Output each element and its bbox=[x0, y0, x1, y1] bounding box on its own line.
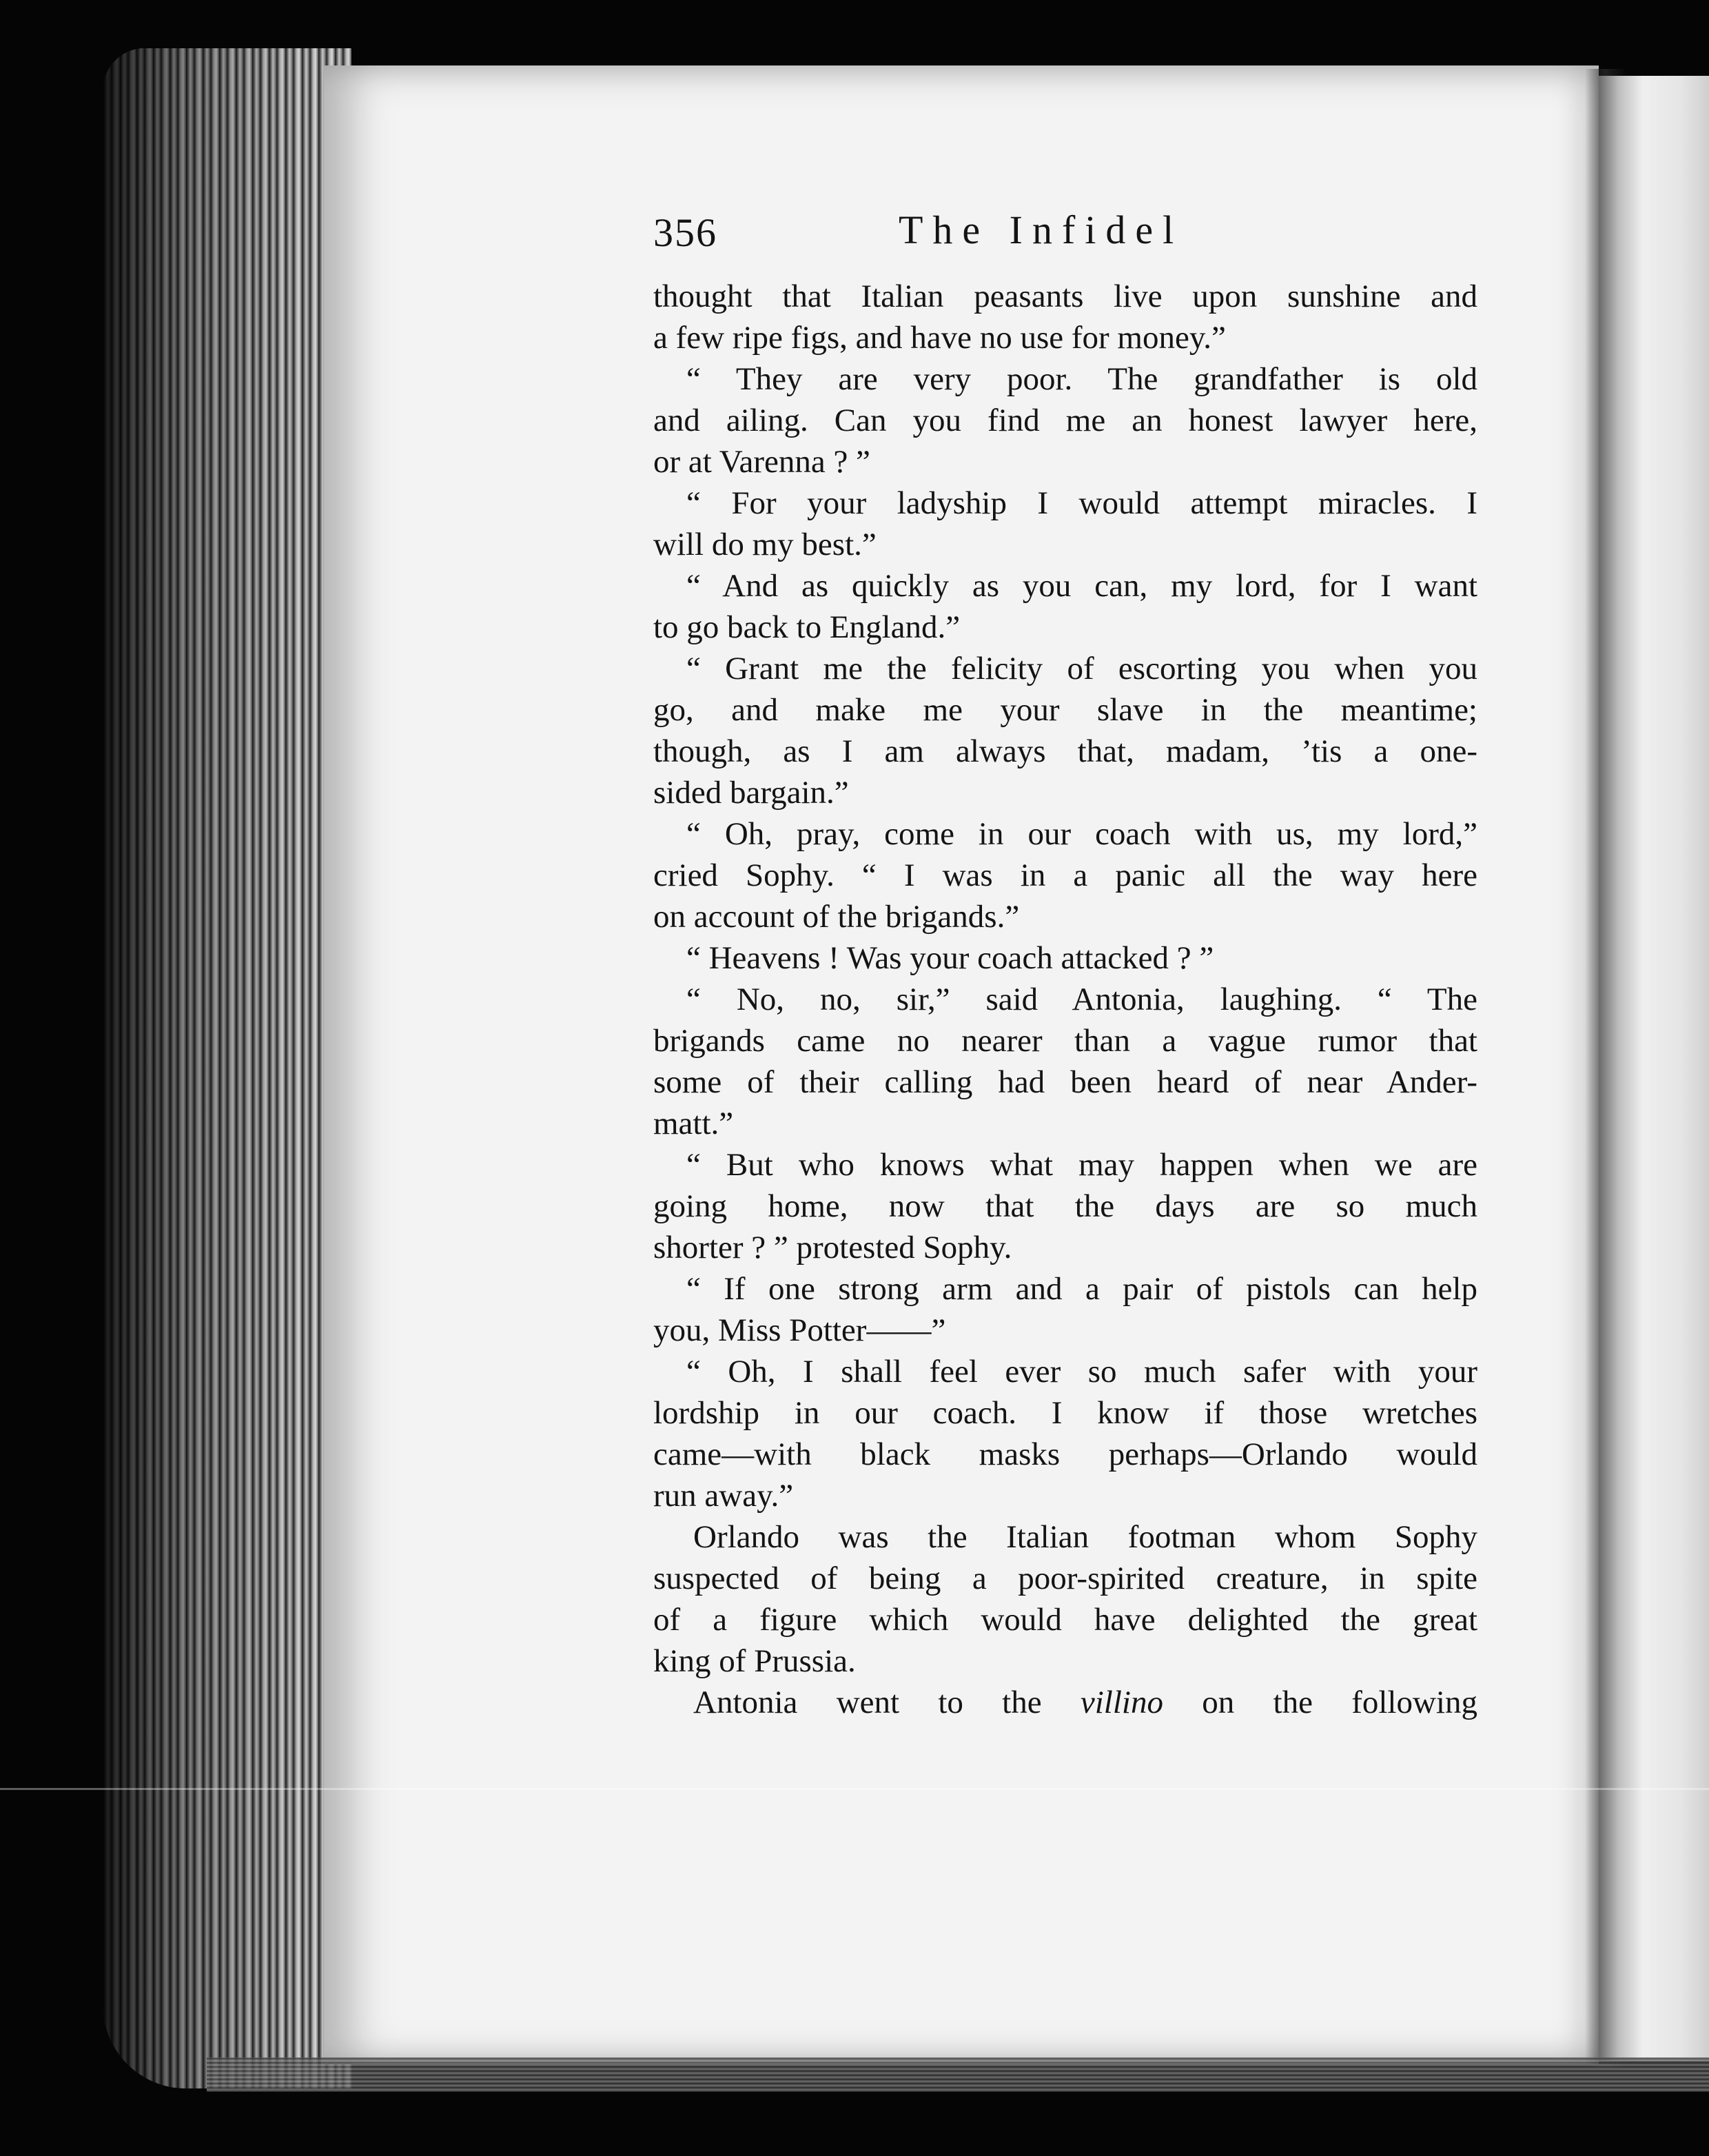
text-line: or at Varenna ? ” bbox=[653, 444, 870, 480]
text-line: matt.” bbox=[653, 1106, 734, 1141]
text-line: “ For your ladyship I would attempt miracles. I bbox=[686, 485, 1477, 521]
text-line: run away.” bbox=[653, 1478, 794, 1514]
book-bottom-edge bbox=[207, 2057, 1709, 2092]
final-line-before: Antonia went to the bbox=[693, 1685, 1081, 1720]
page-number: 356 bbox=[653, 210, 717, 255]
text-line: thought that Italian peasants live upon sunshine and bbox=[653, 278, 1477, 314]
text-line: you, Miss Potter——” bbox=[653, 1312, 946, 1348]
text-line: came—with black masks perhaps—Orlando would bbox=[653, 1436, 1477, 1472]
text-line: “ Oh, pray, come in our coach with us, my lord,” bbox=[686, 816, 1477, 852]
text-line: on account of the brigands.” bbox=[653, 899, 1020, 935]
text-line: to go back to England.” bbox=[653, 609, 961, 645]
running-title: The Infidel bbox=[899, 207, 1184, 252]
running-head bbox=[653, 200, 1477, 276]
text-line: “ But who knows what may happen when we are bbox=[686, 1147, 1477, 1183]
text-line: “ And as quickly as you can, my lord, for I want bbox=[686, 568, 1477, 604]
text-line: some of their calling had been heard of near Ander- bbox=[653, 1064, 1477, 1100]
text-line: “ They are very poor. The grandfather is old bbox=[686, 361, 1477, 397]
text-line: “ Heavens ! Was your coach attacked ? ” bbox=[686, 940, 1214, 976]
text-line: lordship in our coach. I know if those wretches bbox=[653, 1395, 1477, 1431]
page-text-block bbox=[653, 200, 1477, 1723]
text-line: “ Oh, I shall feel ever so much safer with your bbox=[686, 1354, 1477, 1390]
text-line: though, as I am always that, madam, ’tis a one- bbox=[653, 733, 1477, 769]
text-line: go, and make me your slave in the meantime; bbox=[653, 692, 1477, 728]
text-line: king of Prussia. bbox=[653, 1643, 856, 1679]
text-line: will do my best.” bbox=[653, 527, 877, 562]
text-line: of a figure which would have delighted the great bbox=[653, 1602, 1477, 1638]
text-line: Orlando was the Italian footman whom Sophy bbox=[693, 1519, 1477, 1555]
text-line: “ No, no, sir,” said Antonia, laughing. “ The bbox=[686, 982, 1477, 1017]
text-line-final bbox=[653, 1682, 1477, 1723]
page-edges-shadow bbox=[103, 48, 351, 2088]
text-line: a few ripe figs, and have no use for money.” bbox=[653, 320, 1226, 356]
text-line: sided bargain.” bbox=[653, 775, 849, 811]
scan-artifact-line bbox=[0, 1788, 1709, 1790]
text-line: brigands came no nearer than a vague rumor that bbox=[653, 1023, 1477, 1059]
body-text bbox=[653, 276, 1477, 1682]
text-line: “ If one strong arm and a pair of pistols can help bbox=[686, 1271, 1477, 1307]
final-line-after: on the following bbox=[1163, 1685, 1477, 1720]
text-line: and ailing. Can you find me an honest lawyer here, bbox=[653, 403, 1477, 438]
text-line: shorter ? ” protested Sophy. bbox=[653, 1230, 1012, 1265]
final-line-italic: villino bbox=[1080, 1685, 1163, 1720]
text-line: cried Sophy. “ I was in a panic all the way here bbox=[653, 857, 1477, 893]
text-line: going home, now that the days are so much bbox=[653, 1188, 1477, 1224]
text-line: suspected of being a poor-spirited creature, in spite bbox=[653, 1560, 1477, 1596]
text-line: “ Grant me the felicity of escorting you when you bbox=[686, 651, 1477, 687]
facing-page-edge bbox=[1599, 76, 1709, 2061]
